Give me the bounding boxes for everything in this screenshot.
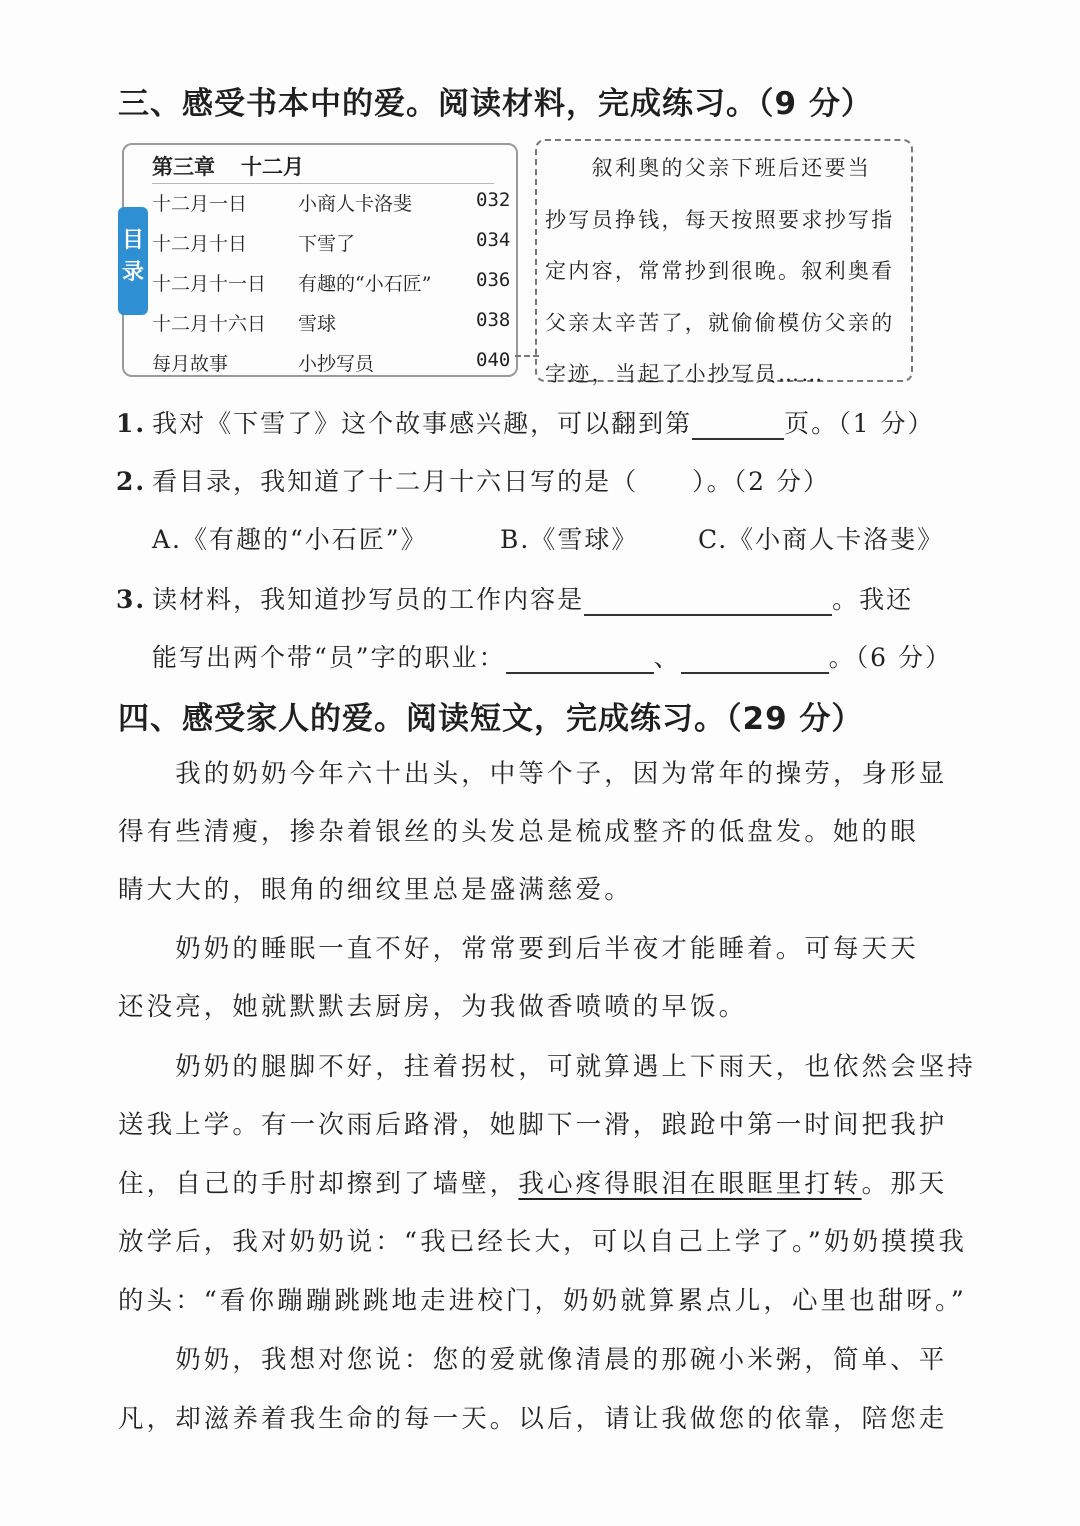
passage-line: 的头：“看你蹦蹦跳跳地走进校门，奶奶就算累点儿，心里也甜呀。” <box>118 1286 967 1316</box>
toc-title: 小抄写员 <box>298 353 375 375</box>
question-number: 2. <box>116 467 147 496</box>
toc-chapter: 第三章 <box>152 154 215 179</box>
table-of-contents <box>122 143 518 377</box>
passage-text: 。那天 <box>861 1169 948 1199</box>
toc-page: 038 <box>476 309 511 331</box>
toc-title: 雪球 <box>298 313 337 335</box>
answer-blank[interactable] <box>506 644 654 674</box>
toc-page: 036 <box>476 269 511 291</box>
toc-tab-label: 目录 <box>118 207 148 315</box>
option-b[interactable]: B.《雪球》 <box>500 525 639 554</box>
toc-date: 十二月十六日 <box>152 313 267 335</box>
question-text: 我对《下雪了》这个故事感兴趣，可以翻到第 <box>152 409 693 438</box>
passage-line: 得有些清瘦，掺杂着银丝的头发总是梳成整齐的低盘发。她的眼 <box>118 817 919 847</box>
question-text: 能写出两个带“员”字的职业： <box>152 643 506 672</box>
toc-date: 十二月十一日 <box>152 273 267 295</box>
reading-material-box <box>535 139 913 386</box>
passage-line: 放学后，我对奶奶说：“我已经长大，可以自己上学了。”奶奶摸摸我 <box>118 1227 967 1257</box>
question-tail: 页。（1 分） <box>784 409 935 438</box>
underlined-sentence: 我心疼得眼泪在眼眶里打转 <box>518 1169 862 1199</box>
toc-divider <box>152 183 494 184</box>
toc-date: 十二月十日 <box>152 233 248 255</box>
material-line: 定内容，常常抄到很晚。叙利奥看 <box>545 259 895 283</box>
material-line: 抄写员挣钱，每天按照要求抄写指 <box>545 207 895 232</box>
question-text: 读材料，我知道抄写员的工作内容是 <box>152 585 585 614</box>
question-number: 1. <box>116 409 147 438</box>
question-separator: 、 <box>653 643 681 672</box>
passage-line: 凡，却滋养着我生命的每一天。以后，请让我做您的依靠，陪您走 <box>118 1404 948 1434</box>
toc-page: 040 <box>476 349 511 371</box>
option-a[interactable]: A.《有趣的“小石匠”》 <box>152 525 428 554</box>
question-3-line-2 <box>152 638 952 674</box>
toc-row <box>152 269 512 309</box>
toc-month: 十二月 <box>241 154 304 179</box>
passage-line: 我的奶奶今年六十出头，中等个子，因为常年的操劳，身形显 <box>118 759 948 789</box>
toc-title: 小商人卡洛斐 <box>298 193 413 215</box>
toc-title: 下雪了 <box>298 233 356 255</box>
passage-line: 睛大大的，眼角的细纹里总是盛满慈爱。 <box>118 875 633 905</box>
answer-blank[interactable] <box>692 410 784 440</box>
material-line: 父亲太辛苦了，就偷偷模仿父亲的 <box>545 310 895 335</box>
toc-header <box>152 151 330 181</box>
answer-blank[interactable] <box>681 644 829 674</box>
question-3 <box>116 580 913 616</box>
toc-row <box>152 189 512 229</box>
question-number: 3. <box>116 585 147 614</box>
toc-title: 有趣的“小石匠” <box>298 273 432 295</box>
question-tail: 。我还 <box>832 585 914 614</box>
question-text: 看目录，我知道了十二月十六日写的是（ ）。（2 分） <box>152 467 830 496</box>
answer-blank[interactable] <box>584 586 832 616</box>
section-4-title: 四、感受家人的爱。阅读短文，完成练习。（29 分） <box>118 701 864 737</box>
question-tail: 。（6 分） <box>828 643 952 672</box>
toc-row <box>152 309 512 349</box>
passage-line: 奶奶，我想对您说：您的爱就像清晨的那碗小米粥，简单、平 <box>118 1345 948 1375</box>
toc-date: 每月故事 <box>152 353 229 375</box>
passage-line: 奶奶的腿脚不好，拄着拐杖，可就算遇上下雨天，也依然会坚持 <box>118 1052 977 1082</box>
material-line: 字迹，当起了小抄写员…… <box>545 362 825 386</box>
question-1 <box>116 404 934 440</box>
passage-line: 奶奶的睡眠一直不好，常常要到后半夜才能睡着。可每天天 <box>118 934 919 964</box>
passage-text: 住，自己的手肘却擦到了墙壁， <box>118 1169 519 1199</box>
toc-page: 034 <box>476 229 511 251</box>
question-2 <box>116 462 830 498</box>
material-line: 叙利奥的父亲下班后还要当 <box>545 156 872 180</box>
passage-line: 还没亮，她就默默去厨房，为我做香喷喷的早饭。 <box>118 992 748 1022</box>
option-c[interactable]: C.《小商人卡洛斐》 <box>698 525 945 554</box>
passage-line <box>118 1164 963 1200</box>
section-3-title: 三、感受书本中的爱。阅读材料，完成练习。（9 分） <box>118 86 873 122</box>
toc-date: 十二月一日 <box>152 193 248 215</box>
toc-row <box>152 229 512 269</box>
toc-row <box>152 349 512 389</box>
passage-line: 送我上学。有一次雨后路滑，她脚下一滑，踉跄中第一时间把我护 <box>118 1110 948 1140</box>
toc-page: 032 <box>476 189 511 211</box>
